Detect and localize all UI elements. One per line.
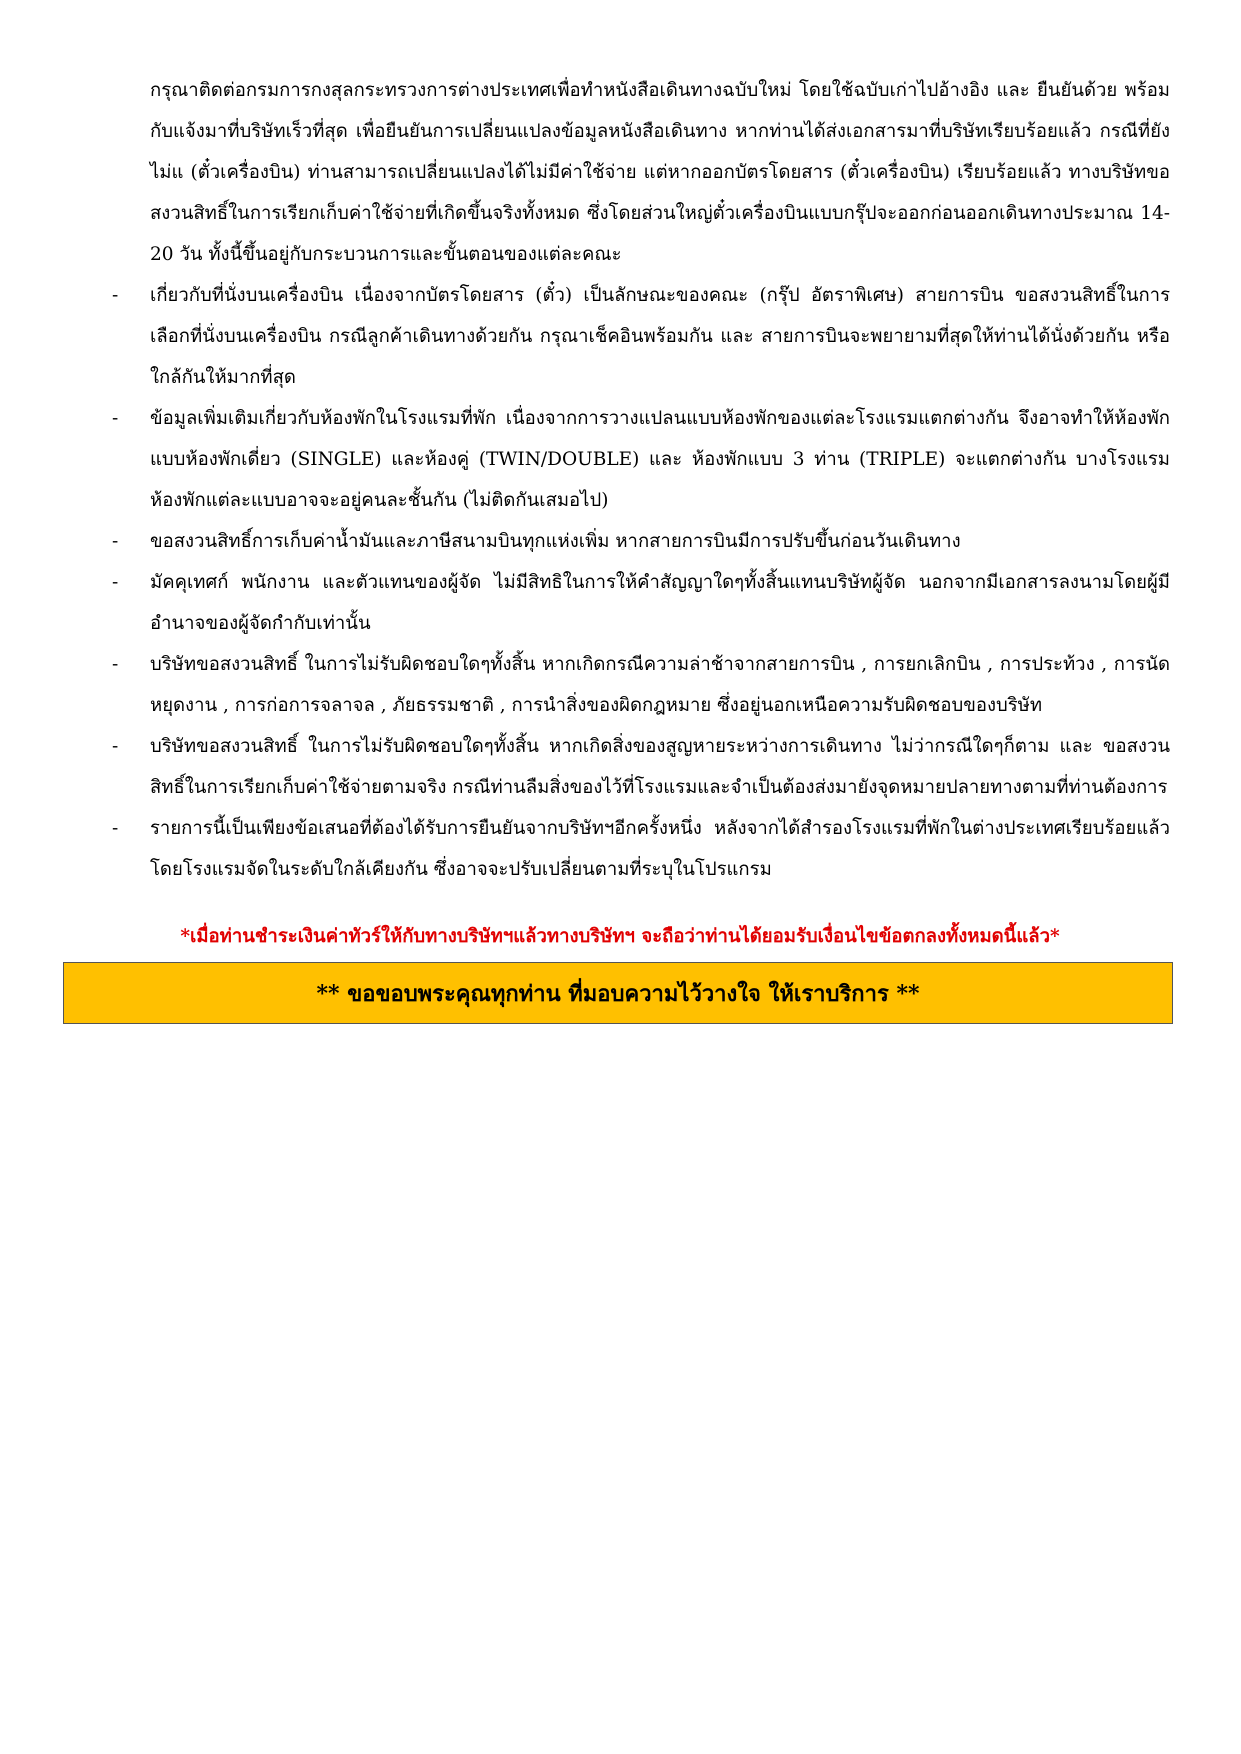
bullet-marker: -: [112, 572, 119, 593]
list-item-text: ข้อมูลเพิ่มเติมเกี่ยวกับห้องพักในโรงแรมที่พัก เนื่องจากการวางแปลนแบบห้องพักของแต่ละโรงแรมแตกต่างกัน จึงอาจทำให้ห้องพักแบบห้องพักเดี่ยว (SINGLE) และห้องคู่ (TWIN/DOUBLE) และ ห้องพักแบบ 3 ท่าน (TRIPLE) จะแตกต่างกัน บางโรงแรม ห้องพักแต่ละแบบอาจจะอยู่คนละชั้นกัน (ไม่ติดกันเสมอไป): [150, 408, 1170, 511]
bullet-marker: -: [112, 736, 119, 757]
thank-you-banner: [63, 962, 1173, 1024]
list-item: [0, 275, 1170, 398]
bullet-marker: -: [112, 285, 119, 306]
list-item-text: มัคคุเทศก์ พนักงาน และตัวแทนของผู้จัด ไม่มีสิทธิในการให้คำสัญญาใดๆทั้งสิ้นแทนบริษัทผู้จัด นอกจากมีเอกสารลงนามโดยผู้มีอำนาจของผู้จัดกำกับเท่านั้น: [150, 572, 1170, 634]
list-item: [0, 808, 1170, 890]
list-item: [0, 521, 1170, 562]
list-item-text: บริษัทขอสงวนสิทธิ์ ในการไม่รับผิดชอบใดๆทั้งสิ้น หากเกิดสิ่งของสูญหายระหว่างการเดินทาง ไม่ว่ากรณีใดๆก็ตาม และ ขอสงวนสิทธิ์ในการเรียกเก็บค่าใช้จ่ายตามจริง กรณีท่านลืมสิ่งของไว้ที่โรงแรมและจำเป็นต้องส่งมายังจุดหมายปลายทางตามที่ท่านต้องการ: [150, 736, 1170, 798]
intro-paragraph-text: กรุณาติดต่อกรมการกงสุลกระทรวงการต่างประเทศเพื่อทำหนังสือเดินทางฉบับใหม่ โดยใช้ฉบับเก่าไปอ้างอิง และ ยืนยันด้วย พร้อมกับแจ้งมาที่บริษัทเร็วที่สุด เพื่อยืนยันการเปลี่ยนแปลงข้อมูลหนังสือเดินทาง หากท่านได้ส่งเอกสารมาที่บริษัทเรียบร้อยแล้ว กรณีที่ยังไม่แ (ตั๋วเครื่องบิน) ท่านสามารถเปลี่ยนแปลงได้ไม่มีค่าใช้จ่าย แต่หากออกบัตรโดยสาร (ตั๋วเครื่องบิน) เรียบร้อยแล้ว ทางบริษัทขอสงวนสิทธิ์ในการเรียกเก็บค่าใช้จ่ายที่เกิดขึ้นจริงทั้งหมด ซึ่งโดยส่วนใหญ่ตั๋วเครื่องบินแบบกรุ๊ปจะออกก่อนออกเดินทางประมาณ 14-20 วัน ทั้งนี้ขึ้นอยู่กับกระบวนการและขั้นตอนของแต่ละคณะ: [150, 80, 1170, 265]
bullet-marker: -: [112, 818, 119, 839]
bullet-marker: -: [112, 408, 119, 429]
list-item: [0, 644, 1170, 726]
list-item: [0, 398, 1170, 521]
payment-acceptance-notice: *เมื่อท่านชำระเงินค่าทัวร์ให้กับทางบริษัทฯแล้วทางบริษัทฯ จะถือว่าท่านได้ยอมรับเงื่อนไขข้อตกลงทั้งหมดนี้แล้ว*: [180, 926, 1060, 947]
list-item-text: ขอสงวนสิทธิ์การเก็บค่าน้ำมันและภาษีสนามบินทุกแห่งเพิ่ม หากสายการบินมีการปรับขึ้นก่อนวันเดินทาง: [150, 531, 961, 552]
bullet-marker: -: [112, 654, 119, 675]
list-item: [0, 726, 1170, 808]
list-item-text: รายการนี้เป็นเพียงข้อเสนอที่ต้องได้รับการยืนยันจากบริษัทฯอีกครั้งหนึ่ง หลังจากได้สำรองโรงแรมที่พักในต่างประเทศเรียบร้อยแล้ว โดยโรงแรมจัดในระดับใกล้เคียงกัน ซึ่งอาจจะปรับเปลี่ยนตามที่ระบุในโปรแกรม: [150, 818, 1170, 880]
thank-you-text: ** ขอขอบพระคุณทุกท่าน ที่มอบความไว้วางใจ ให้เราบริการ **: [316, 980, 920, 1007]
list-item-text: บริษัทขอสงวนสิทธิ์ ในการไม่รับผิดชอบใดๆทั้งสิ้น หากเกิดกรณีความล่าช้าจากสายการบิน , การยกเลิกบิน , การประท้วง , การนัดหยุดงาน , การก่อการจลาจล , ภัยธรรมชาติ , การนำสิ่งของผิดกฎหมาย ซึ่งอยู่นอกเหนือความรับผิดชอบของบริษัท: [150, 654, 1170, 716]
bullet-marker: -: [112, 531, 119, 552]
list-item: [0, 562, 1170, 644]
intro-paragraph: [0, 70, 1170, 275]
list-item-text: เกี่ยวกับที่นั่งบนเครื่องบิน เนื่องจากบัตรโดยสาร (ตั๋ว) เป็นลักษณะของคณะ (กรุ๊ป อัตราพิเศษ) สายการบิน ขอสงวนสิทธิ์ในการเลือกที่นั่งบนเครื่องบิน กรณีลูกค้าเดินทางด้วยกัน กรุณาเช็คอินพร้อมกัน และ สายการบินจะพยายามที่สุดให้ท่านได้นั่งด้วยกัน หรือ ใกล้กันให้มากที่สุด: [150, 285, 1170, 388]
document-body: [0, 70, 1241, 1024]
